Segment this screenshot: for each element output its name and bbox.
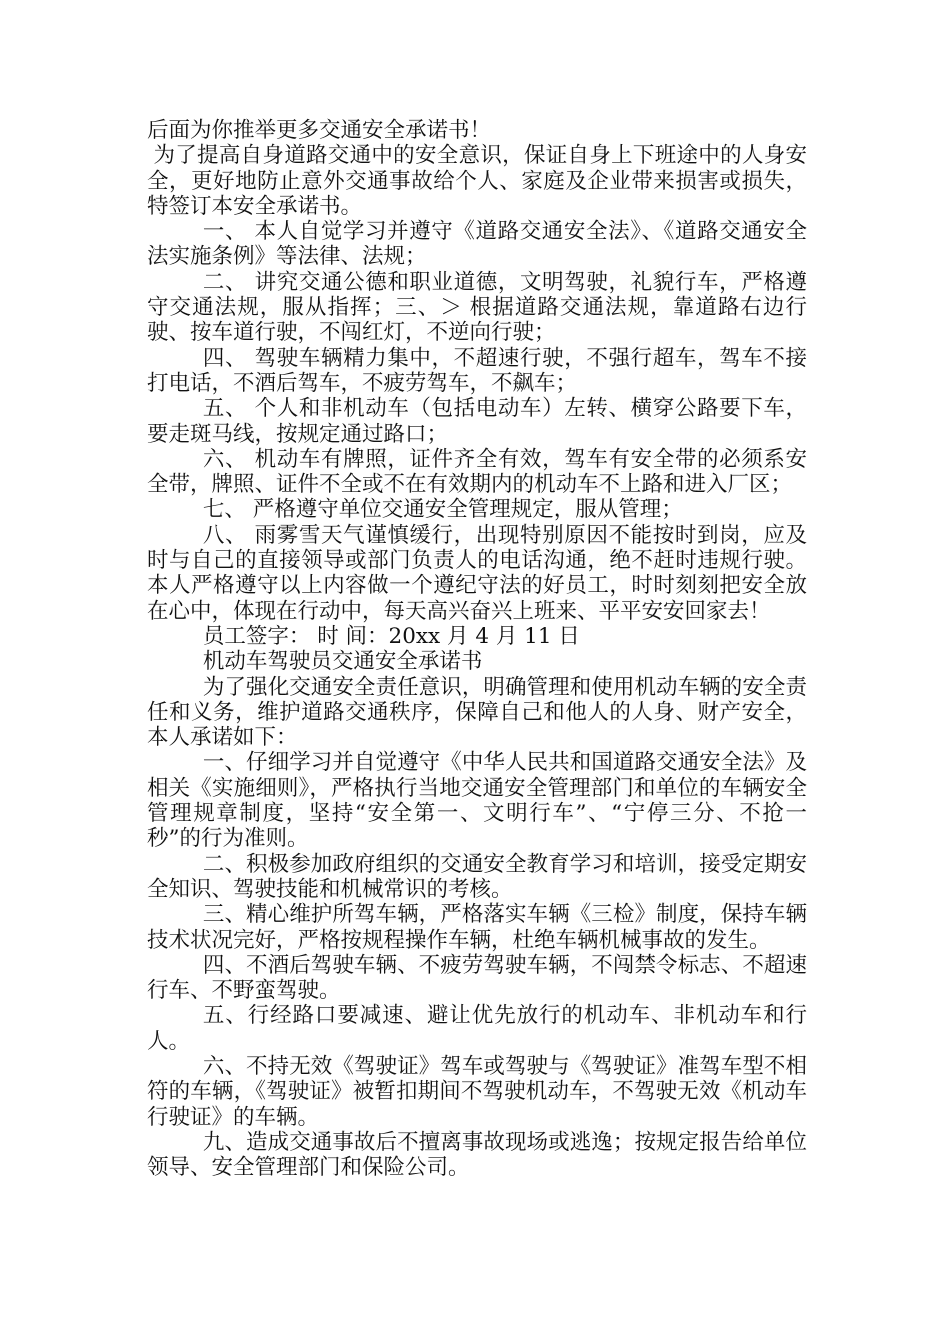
paragraph: 五、行经路口要减速、避让优先放行的机动车、非机动车和行人。 [147, 1003, 807, 1054]
paragraph: 为了提高自身道路交通中的安全意识，保证自身上下班途中的人身安全，更好地防止意外交通事故给个人、家庭及企业带来损害或损失，特签订本安全承诺书。 [147, 143, 807, 219]
paragraph: 四、 驾驶车辆精力集中，不超速行驶，不强行超车，驾车不接打电话，不酒后驾车，不疲劳驾车，不飙车； [147, 345, 807, 396]
paragraph: 三、精心维护所驾车辆，严格落实车辆《三检》制度，保持车辆技术状况完好，严格按规程操作车辆，杜绝车辆机械事故的发生。 [147, 902, 807, 953]
document-body [147, 118, 807, 1180]
paragraph: 二、积极参加政府组织的交通安全教育学习和培训，接受定期安全知识、驾驶技能和机械常识的考核。 [147, 851, 807, 902]
paragraph: 二、 讲究交通公德和职业道德，文明驾驶，礼貌行车，严格遵守交通法规，服从指挥；三、＞ 根据道路交通法规，靠道路右边行驶、按车道行驶，不闯红灯，不逆向行驶； [147, 269, 807, 346]
paragraph: 八、 雨雾雪天气谨慎缓行，出现特别原因不能按时到岗，应及时与自己的直接领导或部门负责人的电话沟通，绝不赶时违规行驶。 本人严格遵守以上内容做一个遵纪守法的好员工，时时刻刻把安全放在心中，体现在行动中，每天高兴奋兴上班来、平平安安回家去！ [147, 522, 807, 624]
paragraph: 为了强化交通安全责任意识，明确管理和使用机动车辆的安全责任和义务，维护道路交通秩序，保障自己和他人的人身、财产安全，本人承诺如下： [147, 674, 807, 751]
paragraph: 九、造成交通事故后不擅离事故现场或逃逸；按规定报告给单位领导、安全管理部门和保险公司。 [147, 1129, 807, 1181]
paragraph: 六、不持无效《驾驶证》驾车或驾驶与《驾驶证》准驾车型不相符的车辆，《驾驶证》被暂扣期间不驾驶机动车，不驾驶无效《机动车行驶证》的车辆。 [147, 1053, 807, 1130]
section-title: 机动车驾驶员交通安全承诺书 [202, 649, 483, 675]
signature-line: 员工签字： 时 间：20xx 月 4 月 11 日 [202, 623, 580, 649]
intro-line: 后面为你推举更多交通安全承诺书！ [147, 118, 492, 143]
paragraph: 六、 机动车有牌照，证件齐全有效，驾车有安全带的必须系安全带，牌照、证件不全或不在有效期内的机动车不上路和进入厂区； [147, 446, 807, 498]
paragraph: 一、仔细学习并自觉遵守《中华人民共和国道路交通安全法》及相关《实施细则》，严格执行当地交通安全管理部门和单位的车辆安全管理规章制度，坚持“安全第一、文明行车”、“宁停三分、不抢一秒”的行为准则。 [147, 750, 807, 852]
paragraph: 四、不酒后驾驶车辆、不疲劳驾驶车辆，不闯禁令标志、不超速行车、不野蛮驾驶。 [147, 952, 807, 1004]
paragraph: 一、 本人自觉学习并遵守《道路交通安全法》、《道路交通安全法实施条例》等法律、法规； [147, 219, 807, 270]
paragraph: 七、 严格遵守单位交通安全管理规定，服从管理； [202, 497, 683, 523]
paragraph: 五、 个人和非机动车（包括电动车）左转、横穿公路要下车，要走斑马线，按规定通过路口； [147, 396, 807, 447]
